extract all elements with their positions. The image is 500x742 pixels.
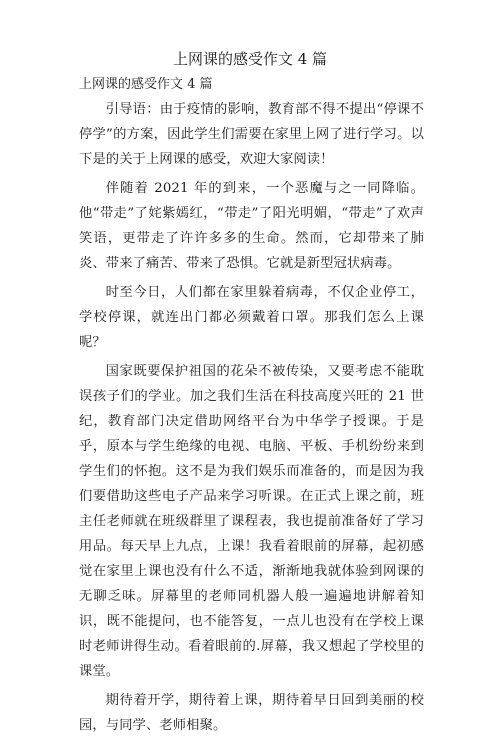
- paragraph-looking-forward: 期待着开学，期待着上课，期待着早日回到美丽的校园，与同学、老师相聚。: [79, 693, 424, 733]
- paragraph-2021: 伴随着 2021 年的到来，一个恶魔与之一同降临。他“带走”了姹紫嫣红，“带走”了阳光明媚，“带走”了欢声笑语，更带走了许许多多的生命。然而，它却带来了肺炎、带来了痛苦、带来了恐惧。它就是新型冠状病毒。: [79, 181, 424, 271]
- paragraph-intro: 引导语：由于疫情的影响，教育部不得不提出“停课不停学”的方案，因此学生们需要在家里上网了进行学习。以下是的关于上网课的感受，欢迎大家阅读！: [79, 102, 424, 167]
- document-body: [79, 97, 424, 742]
- paragraph-at-home: 时至今日，人们都在家里躲着病毒，不仅企业停工，学校停课，就连出门都必须戴着口罩。那我们怎么上课呢？: [79, 285, 424, 350]
- document-subtitle: 上网课的感受作文 4 篇: [79, 77, 213, 92]
- document-title: 上网课的感受作文 4 篇: [172, 50, 328, 68]
- paragraph-online-class: 国家既要保护祖国的花朵不被传染，又要考虑不能耽误孩子们的学业。加之我们生活在科技高度兴旺的 21 世纪，教育部门决定借助网络平台为中华学子授课。于是乎，原本与学生绝缘的电视、电脑、平板、手机纷纷来到学生们的怀抱。这不是为我们娱乐而准备的，而是因为我们要借助这些电子产品来学习听课。在正式上课之前，班主任老师就在班级群里了课程表，我也提前准备好了学习用品。每天早上九点，上课！我看着眼前的屏幕，起初感觉在家里上课也没有什么不适，渐渐地我就体验到网课的无聊乏味。屏幕里的老师同机器人般一遍遍地讲解着知识，既不能提问，也不能答复，一点儿也没有在学校上课时老师讲得生动。看着眼前的.屏幕，我又想起了学校里的课堂。: [79, 364, 424, 679]
